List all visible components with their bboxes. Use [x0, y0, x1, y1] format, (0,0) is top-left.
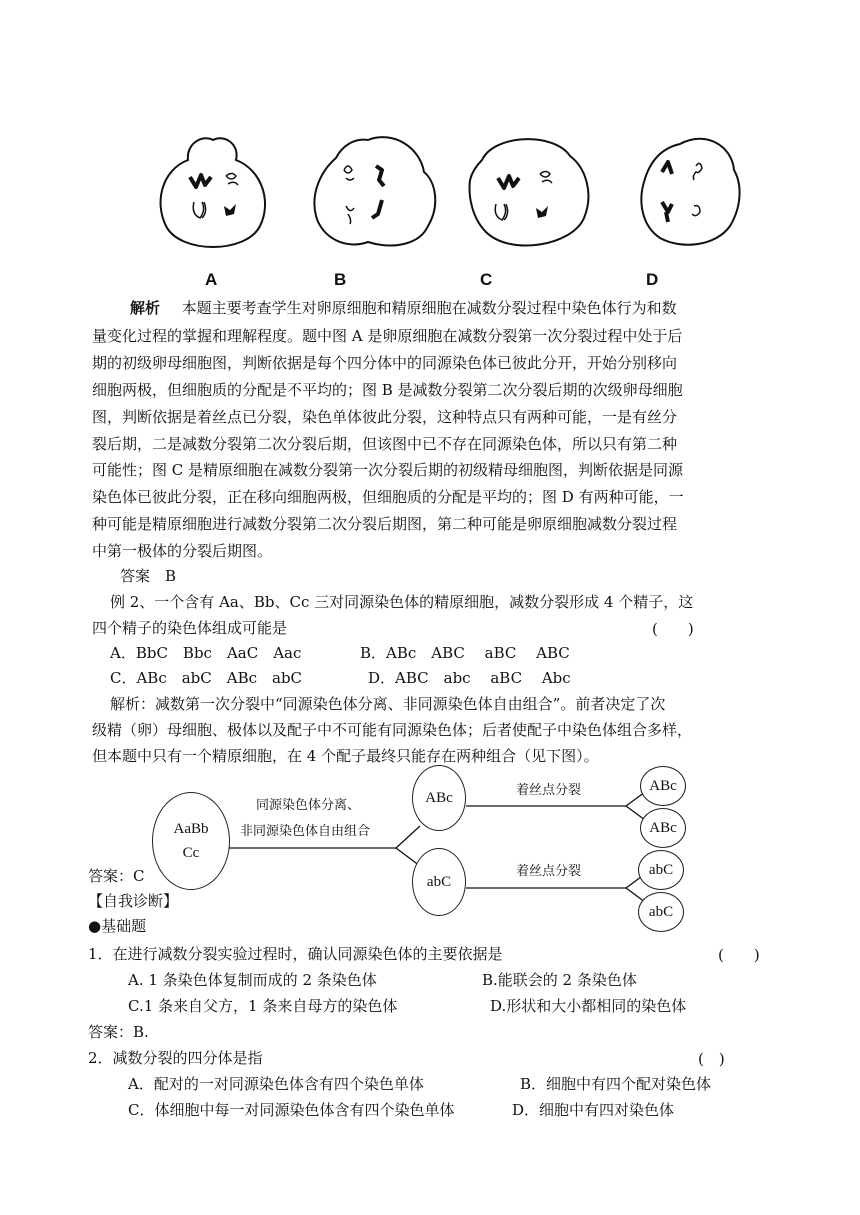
cell-b-drawing [314, 137, 435, 245]
cell-d-drawing [641, 139, 739, 245]
second-division-label-bottom: 着丝点分裂 [516, 864, 582, 879]
analysis-answer: 答案 B [120, 567, 177, 585]
meiosis-cells-figure [150, 120, 750, 295]
cell-a-drawing [161, 138, 265, 247]
root-cell-label-1: AaBb [173, 821, 209, 837]
q2-answer-blank: ( ) [698, 1050, 725, 1068]
gamete-node-3 [638, 850, 684, 890]
analysis-line-9: 种可能是精原细胞进行减数分裂第二次分裂后期图，第二种可能是卵原细胞减数分裂过程 [92, 515, 678, 533]
gamete-node-4 [638, 892, 684, 932]
first-division-label-1: 同源染色体分离、 [256, 798, 361, 813]
gamete-label-3: abC [648, 862, 674, 878]
example2-question-line-2: 四个精子的染色体组成可能是 [92, 619, 288, 637]
example2-option-c: C．ABc abC ABc abC [110, 669, 303, 687]
analysis-line-3: 期的初级卵母细胞图，判断依据是每个四分体中的同源染色体已彼此分开，开始分别移向 [92, 354, 678, 372]
q1-option-a: A. 1 条染色体复制而成的 2 条染色体 [128, 971, 377, 989]
q2-option-a: A．配对的一对同源染色体含有四个染色单体 [128, 1075, 424, 1093]
analysis-line-5: 图，判断依据是着丝点已分裂，染色单体彼此分裂，这种特点只有两种可能，一是有丝分 [92, 408, 678, 426]
example2-explanation-line-2: 级精（卵）母细胞、极体以及配子中不可能有同源染色体；后者使配子中染色体组合多样， [92, 721, 693, 739]
cell-label-b: B [334, 270, 347, 289]
secondary-cell-bottom [412, 848, 466, 916]
analysis-label: 解析 [130, 299, 161, 317]
basic-section-heading: ●基础题 [88, 917, 147, 935]
analysis-line-2: 量变化过程的掌握和理解程度。题中图 A 是卵原细胞在减数分裂第一次分裂过程中处于后 [92, 327, 683, 345]
second-division-label-top: 着丝点分裂 [516, 783, 582, 798]
cell-label-c: C [480, 270, 493, 289]
example2-question-line-1: 例 2、一个含有 Aa、Bb、Cc 三对同源染色体的精原细胞，减数分裂形成 4 个精子，这 [110, 593, 694, 611]
example2-answer: 答案：C [88, 867, 145, 885]
gamete-label-1: ABc [649, 778, 677, 794]
secondary-cell-bottom-label: abC [426, 874, 452, 890]
q1-option-c: C.1 条来自父方，1 条来自母方的染色体 [128, 997, 398, 1015]
analysis-line-4: 细胞两极，但细胞质的分配是不平均的；图 B 是减数分裂第二次分裂后期的次级卵母细胞 [92, 381, 683, 399]
root-cell-label-2: Cc [182, 845, 200, 861]
q1-answer: 答案：B. [88, 1023, 149, 1041]
gamete-node-2 [640, 808, 686, 848]
first-division-label-2: 非同源染色体自由组合 [240, 824, 371, 839]
example2-option-d: D．ABC abc aBC Abc [368, 669, 571, 687]
cell-label-d: D [646, 270, 659, 289]
analysis-text: 本题主要考查学生对卵原细胞和精原细胞在减数分裂过程中染色体行为和数 [181, 299, 677, 317]
analysis-line-8: 染色体已彼此分裂，正在移向细胞两极，但细胞质的分配是平均的；图 D 有两种可能，一 [92, 488, 684, 506]
analysis-line-6: 裂后期，二是减数分裂第二次分裂后期，但该图中已不存在同源染色体，所以只有第二种 [92, 435, 678, 453]
q1-option-b: B.能联会的 2 条染色体 [482, 971, 637, 989]
gamete-label-4: abC [648, 904, 674, 920]
gamete-label-2: ABc [649, 820, 677, 836]
cell-drawings [150, 120, 750, 295]
analysis-line-10: 中第一极体的分裂后期图。 [92, 542, 273, 560]
q2-option-b: B．细胞中有四个配对染色体 [520, 1075, 712, 1093]
secondary-cell-top-label: ABc [425, 790, 453, 806]
analysis-line-7: 可能性；图 C 是精原细胞在减数分裂第一次分裂后期的初级精母细胞图，判断依据是同源 [92, 461, 684, 479]
cell-label-a: A [205, 270, 218, 289]
root-cell-node [152, 792, 230, 890]
example2-explanation-line-3: 但本题中只有一个精原细胞，在 4 个配子最终只能存在两种组合（见下图）。 [92, 747, 599, 765]
q1-option-d: D.形状和大小都相同的染色体 [490, 997, 687, 1015]
cell-c-drawing [470, 139, 589, 245]
example2-option-a: A．BbC Bbc AaC Aac [110, 644, 302, 662]
example2-explanation-line-1: 解析：减数第一次分裂中“同源染色体分离、非同源染色体自由组合”。前者决定了次 [110, 695, 666, 713]
q2-stem: 2．减数分裂的四分体是指 [88, 1049, 263, 1067]
example2-answer-blank: ( ) [652, 620, 694, 638]
q1-answer-blank: ( ) [718, 946, 760, 964]
analysis-line-1 [130, 298, 677, 318]
q2-option-c: C．体细胞中每一对同源染色体含有四个染色单体 [128, 1101, 455, 1119]
self-diagnosis-heading: 【自我诊断】 [88, 892, 179, 910]
example2-option-b: B．ABc ABC aBC ABC [360, 644, 570, 662]
secondary-cell-top [412, 765, 466, 831]
q1-stem: 1．在进行减数分裂实验过程时，确认同源染色体的主要依据是 [88, 945, 503, 963]
gamete-node-1 [640, 766, 686, 806]
q2-option-d: D．细胞中有四对染色体 [512, 1101, 675, 1119]
